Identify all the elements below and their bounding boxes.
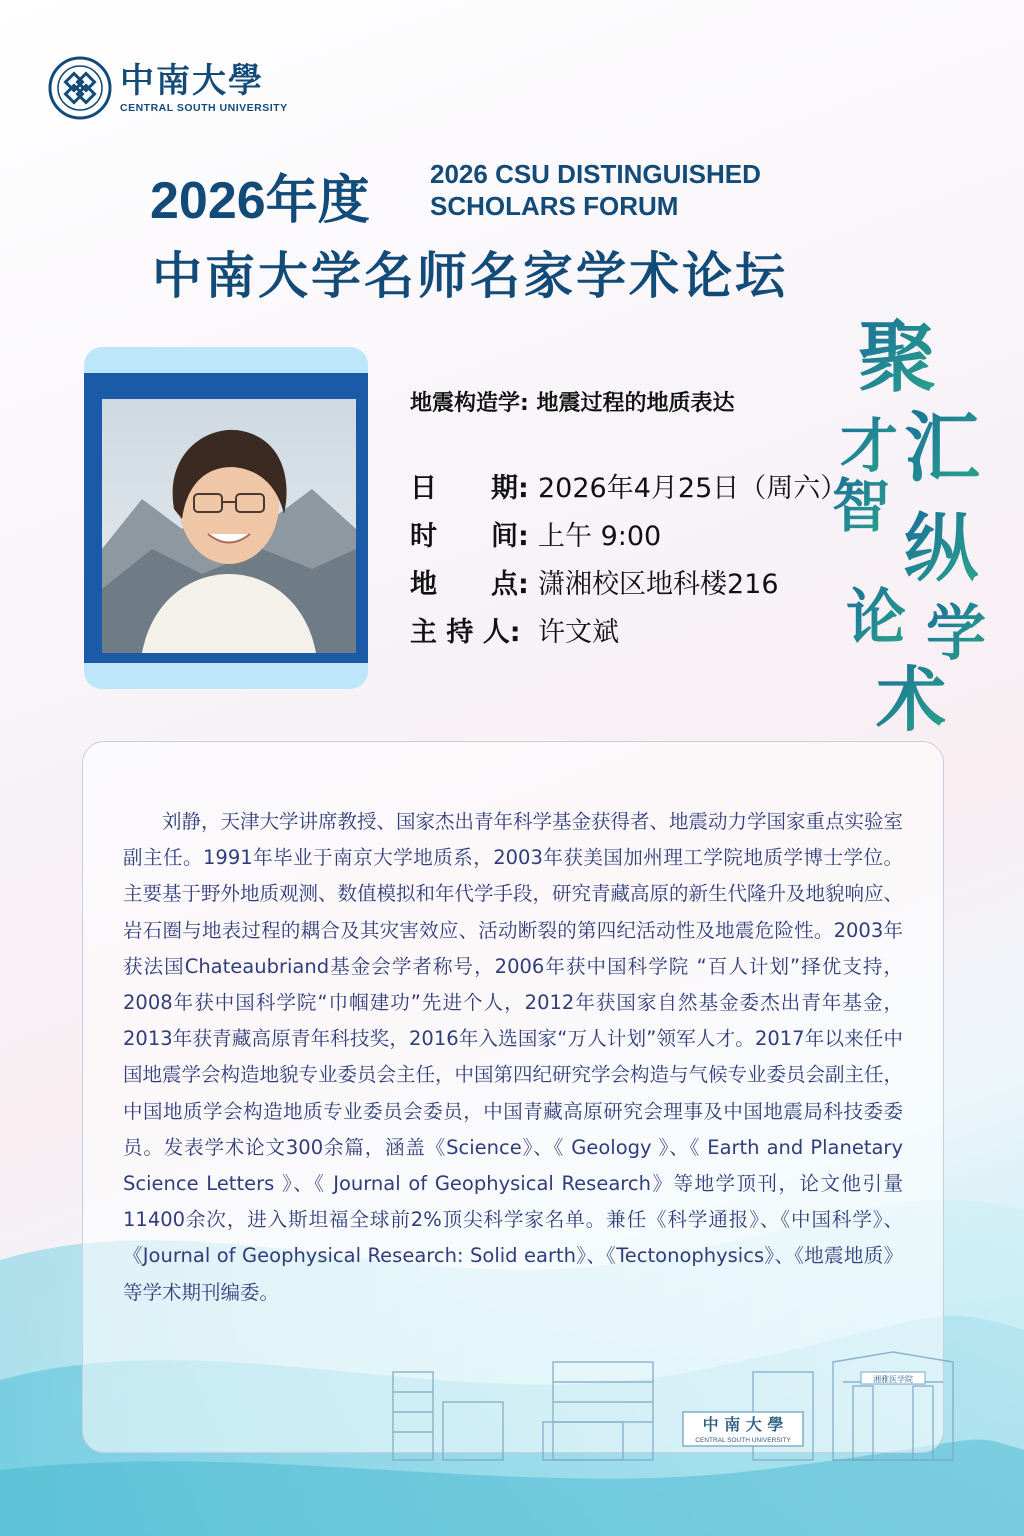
- speaker-photo: [102, 399, 356, 653]
- info-place: [410, 562, 779, 601]
- gate-sign: 中 南 大 學: [702, 1415, 784, 1434]
- slogan-char-2: 汇: [904, 403, 980, 492]
- talk-title: 地震构造学: 地震过程的地质表达: [410, 391, 735, 416]
- university-logo: [48, 56, 288, 120]
- campus-skyline-illustration: [373, 1342, 1013, 1460]
- host-label: 主 持 人:: [410, 617, 521, 648]
- calligraphy-slogan: [832, 306, 1024, 741]
- time-label: 时 间:: [410, 521, 529, 552]
- forum-title-en-line2: SCHOLARS FORUM: [430, 191, 679, 221]
- slogan-char-7: 学: [926, 599, 986, 669]
- place-label: 地 点:: [410, 569, 529, 600]
- slogan-char-3: 才: [840, 412, 899, 480]
- info-host: [410, 610, 619, 649]
- csu-emblem-icon: [48, 56, 112, 120]
- info-time: [410, 514, 661, 553]
- speaker-photo-frame: [84, 373, 368, 663]
- university-name-cn: 中南大學: [120, 61, 264, 101]
- forum-title-en-line1: 2026 CSU DISTINGUISHED: [430, 159, 761, 189]
- forum-title-cn: 中南大学名师名家学术论坛: [152, 247, 788, 305]
- slogan-char-5: 纵: [904, 506, 978, 592]
- speaker-bio: 刘静，天津大学讲席教授、国家杰出青年科学基金获得者、地震动力学国家重点实验室副主任。1991年毕业于南京大学地质系，2003年获美国加州理工学院地质学博士学位。主要基于野外地质观测、数值模拟和年代学手段，研究青藏高原的新生代隆升及地貌响应、岩石圈与地表过程的耦合及其灾害效应、活动断裂的第四纪活动性及地震危险性。2003年获法国Chateaubriand基金会学者称号，2006年获中国科学院 “百人计划”择优支持，2008年获中国科学院“巾帼建功”先进个人，2012年获国家自然基金委杰出青年基金，2013年获青藏高原青年科技奖，2016年入选国家“万人计划”领军人才。2017年以来任中国地震学会构造地貌专业委员会主任，中国第四纪研究学会构造与气候专业委员会副主任，中国地质学会构造地质专业委员会委员，中国青藏高原研究会理事及中国地震局科技委委员。发表学术论文300余篇，涵盖《Science》、《 Geology 》、《 Earth and Planetary Science Letters 》、《 Journal of Geophysical Research》等地学顶刊，论文他引量11400余次，进入斯坦福全球前2%顶尖科学家名单。兼任《科学通报》、《中国科学》、《Journal of Geophysical Research: Solid earth》、《Tectonophysics》、《地震地质》等学术期刊编委。: [123, 810, 904, 1304]
- forum-year: 2026年度: [150, 172, 370, 230]
- slogan-char-1: 聚: [858, 312, 937, 403]
- xiangya-sign: 湘雅医学院: [873, 1375, 913, 1384]
- place-value: 潇湘校区地科楼216: [538, 569, 779, 600]
- university-name-en: CENTRAL SOUTH UNIVERSITY: [120, 102, 288, 114]
- slogan-char-4: 智: [832, 472, 891, 540]
- speaker-photo-card: [84, 347, 368, 689]
- date-label: 日 期:: [410, 473, 529, 504]
- info-date: [410, 466, 847, 505]
- forum-title-en: [430, 158, 761, 222]
- gate-sign-en: CENTRAL SOUTH UNIVERSITY: [695, 1437, 791, 1444]
- slogan-char-6: 论: [846, 583, 906, 653]
- slogan-char-8: 术: [876, 658, 946, 741]
- date-value: 2026年4月25日（周六）: [538, 473, 848, 504]
- host-value: 许文斌: [538, 617, 619, 648]
- time-value: 上午 9:00: [538, 521, 662, 552]
- bio-card: [82, 741, 944, 1453]
